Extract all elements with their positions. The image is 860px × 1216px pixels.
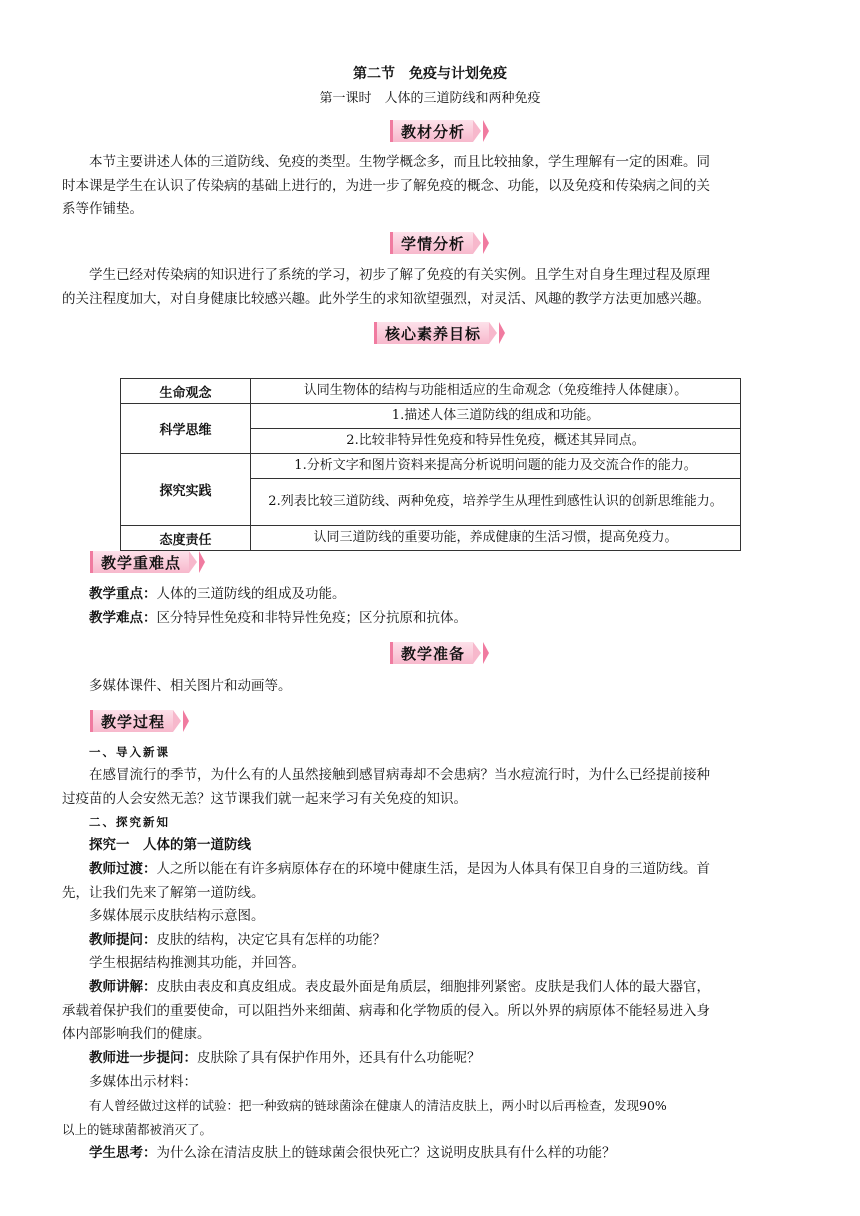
table-desc-cell: 2.列表比较三道防线、两种免疫，培养学生从理性到感性认识的创新思维能力。 xyxy=(251,479,741,526)
table-desc-cell: 认同三道防线的重要功能，养成健康的生活习惯，提高免疫力。 xyxy=(251,526,741,551)
question-line xyxy=(89,929,802,952)
banner-arrow-icon xyxy=(489,322,497,344)
table-category-cell: 生命观念 xyxy=(121,379,251,404)
banner-core-goals xyxy=(374,320,505,346)
question-text: 皮肤的结构，决定它具有怎样的功能？ xyxy=(156,932,386,948)
table-row xyxy=(121,404,741,429)
banner-arrow-icon xyxy=(483,120,489,142)
section-heading-intro: 一、导入新课 xyxy=(89,745,170,759)
media-line: 多媒体展示皮肤结构示意图。 xyxy=(89,908,265,924)
question-label: 教师提问： xyxy=(89,932,157,948)
explore-heading: 探究一 人体的第一道防线 xyxy=(89,837,251,853)
preparation-text: 多媒体课件、相关图片和动画等。 xyxy=(89,678,292,694)
further-label: 教师进一步提问： xyxy=(89,1050,197,1066)
section-heading-new: 二、探究新知 xyxy=(89,815,170,829)
banner-arrow-icon xyxy=(199,551,205,573)
core-goals-table xyxy=(120,378,741,551)
banner-label: 学情分析 xyxy=(390,232,473,254)
paragraph-line: 先，让我们先来了解第一道防线。 xyxy=(62,885,265,901)
banner-arrow-icon xyxy=(483,232,489,254)
banner-label: 教学准备 xyxy=(390,642,473,664)
further-text: 皮肤除了具有保护作用外，还具有什么功能呢？ xyxy=(197,1050,481,1066)
paragraph-line: 时本课是学生在认识了传染病的基础上进行的，为进一步了解免疫的概念、功能，以及免疫和传染病之间的关 xyxy=(62,178,710,194)
table-desc-cell: 认同生物体的结构与功能相适应的生命观念（免疫维持人体健康）。 xyxy=(251,379,741,404)
student-answer-line: 学生根据结构推测其功能，并回答。 xyxy=(89,955,305,971)
page-title: 第二节 免疫与计划免疫 xyxy=(353,66,507,82)
key-focus-line xyxy=(89,583,802,606)
paragraph-line: 体内部影响我们的健康。 xyxy=(62,1026,211,1042)
banner-key-points xyxy=(90,549,205,575)
think-text: 为什么涂在清洁皮肤上的链球菌会很快死亡？这说明皮肤具有什么样的功能？ xyxy=(156,1145,616,1161)
material-line: 以上的链球菌都被消灭了。 xyxy=(62,1122,213,1137)
paragraph-line: 本节主要讲述人体的三道防线、免疫的类型。生物学概念多，而且比较抽象，学生理解有一定的困难。同 xyxy=(89,154,710,170)
page-subtitle: 第一课时 人体的三道防线和两种免疫 xyxy=(319,91,541,106)
think-label: 学生思考： xyxy=(89,1145,157,1161)
table-desc-cell: 1.分析文字和图片资料来提高分析说明问题的能力及交流合作的能力。 xyxy=(251,454,741,479)
media-line: 多媒体出示材料： xyxy=(89,1074,197,1090)
lecture-line xyxy=(89,976,802,999)
paragraph-line: 学生已经对传染病的知识进行了系统的学习，初步了解了免疫的有关实例。且学生对自身生理过程及原理 xyxy=(89,267,710,283)
banner-student-analysis xyxy=(390,230,489,256)
banner-arrow-icon xyxy=(473,120,481,142)
key-difficulty-label: 教学难点： xyxy=(89,610,157,626)
lecture-label: 教师讲解： xyxy=(89,979,157,995)
table-desc-cell: 2.比较非特异性免疫和特异性免疫，概述其异同点。 xyxy=(251,429,741,454)
paragraph-line: 承载着保护我们的重要使命，可以阻挡外来细菌、病毒和化学物质的侵入。所以外界的病原体不能轻易进入身 xyxy=(62,1003,710,1019)
table-desc-cell: 1.描述人体三道防线的组成和功能。 xyxy=(251,404,741,429)
further-question-line xyxy=(89,1047,802,1070)
paragraph-line: 过疫苗的人会安然无恙？这节课我们就一起来学习有关免疫的知识。 xyxy=(62,791,467,807)
material-line: 有人曾经做过这样的试验：把一种致病的链球菌涂在健康人的清洁皮肤上，两小时以后再检查，发现90% xyxy=(89,1098,667,1113)
paragraph-line: 在感冒流行的季节，为什么有的人虽然接触到感冒病毒却不会患病？当水痘流行时，为什么已经提前接种 xyxy=(89,767,710,783)
paragraph-line: 系等作铺垫。 xyxy=(62,201,143,217)
transition-text: 人之所以能在有许多病原体存在的环境中健康生活，是因为人体具有保卫自身的三道防线。首 xyxy=(156,861,710,877)
transition-line xyxy=(89,858,802,881)
table-row xyxy=(121,454,741,479)
key-difficulty-line xyxy=(89,607,802,630)
banner-preparation xyxy=(390,640,489,666)
transition-label: 教师过渡： xyxy=(89,861,157,877)
banner-label: 教学过程 xyxy=(90,710,173,732)
lecture-text: 皮肤由表皮和真皮组成。表皮最外面是角质层，细胞排列紧密。皮肤是我们人体的最大器官， xyxy=(156,979,710,995)
key-difficulty-text: 区分特异性免疫和非特异性免疫；区分抗原和抗体。 xyxy=(156,610,467,626)
banner-arrow-icon xyxy=(473,642,481,664)
banner-process xyxy=(90,708,189,734)
banner-arrow-icon xyxy=(189,551,197,573)
table-category-cell: 探究实践 xyxy=(121,454,251,526)
banner-label: 教学重难点 xyxy=(90,551,189,573)
key-focus-label: 教学重点： xyxy=(89,586,157,602)
key-focus-text: 人体的三道防线的组成及功能。 xyxy=(156,586,346,602)
banner-arrow-icon xyxy=(473,232,481,254)
table-category-cell: 科学思维 xyxy=(121,404,251,454)
banner-arrow-icon xyxy=(183,710,189,732)
table-category-cell: 态度责任 xyxy=(121,526,251,551)
banner-textbook-analysis xyxy=(390,118,489,144)
banner-label: 核心素养目标 xyxy=(374,322,489,344)
paragraph-line: 的关注程度加大，对自身健康比较感兴趣。此外学生的求知欲望强烈，对灵活、风趣的教学方法更加感兴趣。 xyxy=(62,291,710,307)
table-row xyxy=(121,526,741,551)
table-row xyxy=(121,379,741,404)
banner-label: 教材分析 xyxy=(390,120,473,142)
banner-arrow-icon xyxy=(173,710,181,732)
banner-arrow-icon xyxy=(483,642,489,664)
think-line xyxy=(89,1142,802,1165)
banner-arrow-icon xyxy=(499,322,505,344)
